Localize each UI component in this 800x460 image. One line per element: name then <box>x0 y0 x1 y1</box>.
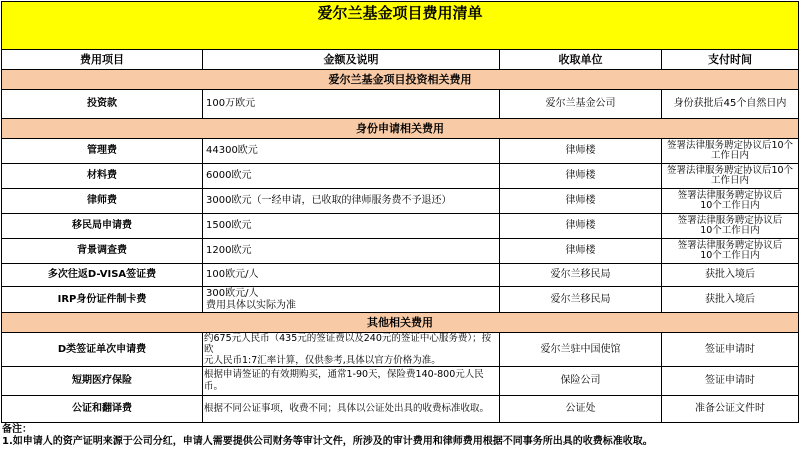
fee-time <box>662 239 799 264</box>
fee-amount: 100万欧元 <box>203 90 500 119</box>
fee-time: 获批入境后 <box>662 264 799 287</box>
fee-payee: 爱尔兰基金公司 <box>500 90 662 119</box>
fee-payee: 律师楼 <box>500 214 662 239</box>
table-row <box>2 264 799 287</box>
header-time: 支付时间 <box>662 50 799 70</box>
fee-item: 律师费 <box>2 189 203 214</box>
fee-time-line: 签署法律服务聘定协议后 <box>677 215 783 226</box>
fee-amount-line: 300欧元/人 <box>206 287 259 299</box>
fee-payee: 保险公司 <box>500 367 662 396</box>
fee-item: 材料费 <box>2 164 203 189</box>
fee-amount <box>203 287 500 313</box>
fee-amount: 根据不同公证事项，收费不同；具体以公证处出具的收费标准收取。 <box>203 396 500 423</box>
notes-block <box>1 424 798 448</box>
fee-time: 准备公证文件时 <box>662 396 799 423</box>
fee-amount: 1200欧元 <box>203 239 500 264</box>
fee-amount: 6000欧元 <box>203 164 500 189</box>
fee-time-line: 签署法律服务聘定协议后 <box>677 190 783 201</box>
header-amount: 金额及说明 <box>203 50 500 70</box>
table-row <box>2 333 799 367</box>
table-row <box>2 367 799 396</box>
section-row <box>2 313 799 333</box>
fee-payee: 爱尔兰移民局 <box>500 264 662 287</box>
fee-item: 公证和翻译费 <box>2 396 203 423</box>
fee-amount-line: 约675元人民币（435元的签证费以及240元的签证中心服务费）；按欧 <box>204 333 492 355</box>
section-investment: 爱尔兰基金项目投资相关费用 <box>2 70 799 90</box>
fee-time: 签证申请时 <box>662 367 799 396</box>
section-row <box>2 70 799 90</box>
section-application: 身份申请相关费用 <box>2 119 799 139</box>
fee-time-line: 10个工作日内 <box>700 250 760 261</box>
fee-time <box>662 214 799 239</box>
fee-sheet <box>1 1 798 448</box>
notes-line: 1.如申请人的资产证明来源于公司分红，申请人需要提供公司财务等审计文件，所涉及的审计费用和律师费用根据不同事务所出具的收费标准收取。 <box>2 436 653 447</box>
header-payee: 收取单位 <box>500 50 662 70</box>
fee-item: 短期医疗保险 <box>2 367 203 396</box>
fee-amount: 44300欧元 <box>203 139 500 164</box>
fee-payee: 公证处 <box>500 396 662 423</box>
fee-amount-line: 元人民币1:7汇率计算，仅供参考,具体以官方价格为准。 <box>204 355 441 366</box>
fee-time: 签署法律服务聘定协议后10个工作日内 <box>662 139 799 164</box>
table-row <box>2 214 799 239</box>
fee-time: 获批入境后 <box>662 287 799 313</box>
fee-table <box>1 1 799 423</box>
fee-item: 多次往返D-VISA签证费 <box>2 264 203 287</box>
table-row <box>2 90 799 119</box>
table-row <box>2 396 799 423</box>
fee-time: 签署法律服务聘定协议后10个工作日内 <box>662 164 799 189</box>
table-row <box>2 164 799 189</box>
header-item: 费用项目 <box>2 50 203 70</box>
fee-payee: 爱尔兰驻中国使馆 <box>500 333 662 367</box>
section-other: 其他相关费用 <box>2 313 799 333</box>
notes-label: 备注： <box>2 424 32 435</box>
fee-payee: 爱尔兰移民局 <box>500 287 662 313</box>
fee-amount-line: 费用具体以实际为准 <box>206 299 296 311</box>
header-row <box>2 50 799 70</box>
fee-amount <box>203 333 500 367</box>
fee-amount: 3000欧元（一经申请，已收取的律师服务费不予退还） <box>203 189 500 214</box>
fee-time: 身份获批后45个自然日内 <box>662 90 799 119</box>
fee-payee: 律师楼 <box>500 189 662 214</box>
sheet-title: 爱尔兰基金项目费用清单 <box>2 2 799 50</box>
fee-amount: 1500欧元 <box>203 214 500 239</box>
table-row <box>2 239 799 264</box>
fee-amount: 100欧元/人 <box>203 264 500 287</box>
table-row <box>2 189 799 214</box>
fee-time <box>662 189 799 214</box>
fee-item: 投资款 <box>2 90 203 119</box>
fee-time-line: 10个工作日内 <box>700 200 760 211</box>
fee-time-line: 签署法律服务聘定协议后 <box>677 240 783 251</box>
fee-item: IRP身份证件制卡费 <box>2 287 203 313</box>
fee-item: 移民局申请费 <box>2 214 203 239</box>
fee-payee: 律师楼 <box>500 164 662 189</box>
fee-payee: 律师楼 <box>500 139 662 164</box>
fee-time: 签证申请时 <box>662 333 799 367</box>
section-row <box>2 119 799 139</box>
fee-item: D类签证单次申请费 <box>2 333 203 367</box>
fee-amount: 根据申请签证的有效期购买，通常1-90天，保险费140-800元人民币。 <box>203 367 500 396</box>
fee-item: 背景调查费 <box>2 239 203 264</box>
table-row <box>2 287 799 313</box>
fee-payee: 律师楼 <box>500 239 662 264</box>
table-row <box>2 139 799 164</box>
fee-item: 管理费 <box>2 139 203 164</box>
fee-time-line: 10个工作日内 <box>700 225 760 236</box>
